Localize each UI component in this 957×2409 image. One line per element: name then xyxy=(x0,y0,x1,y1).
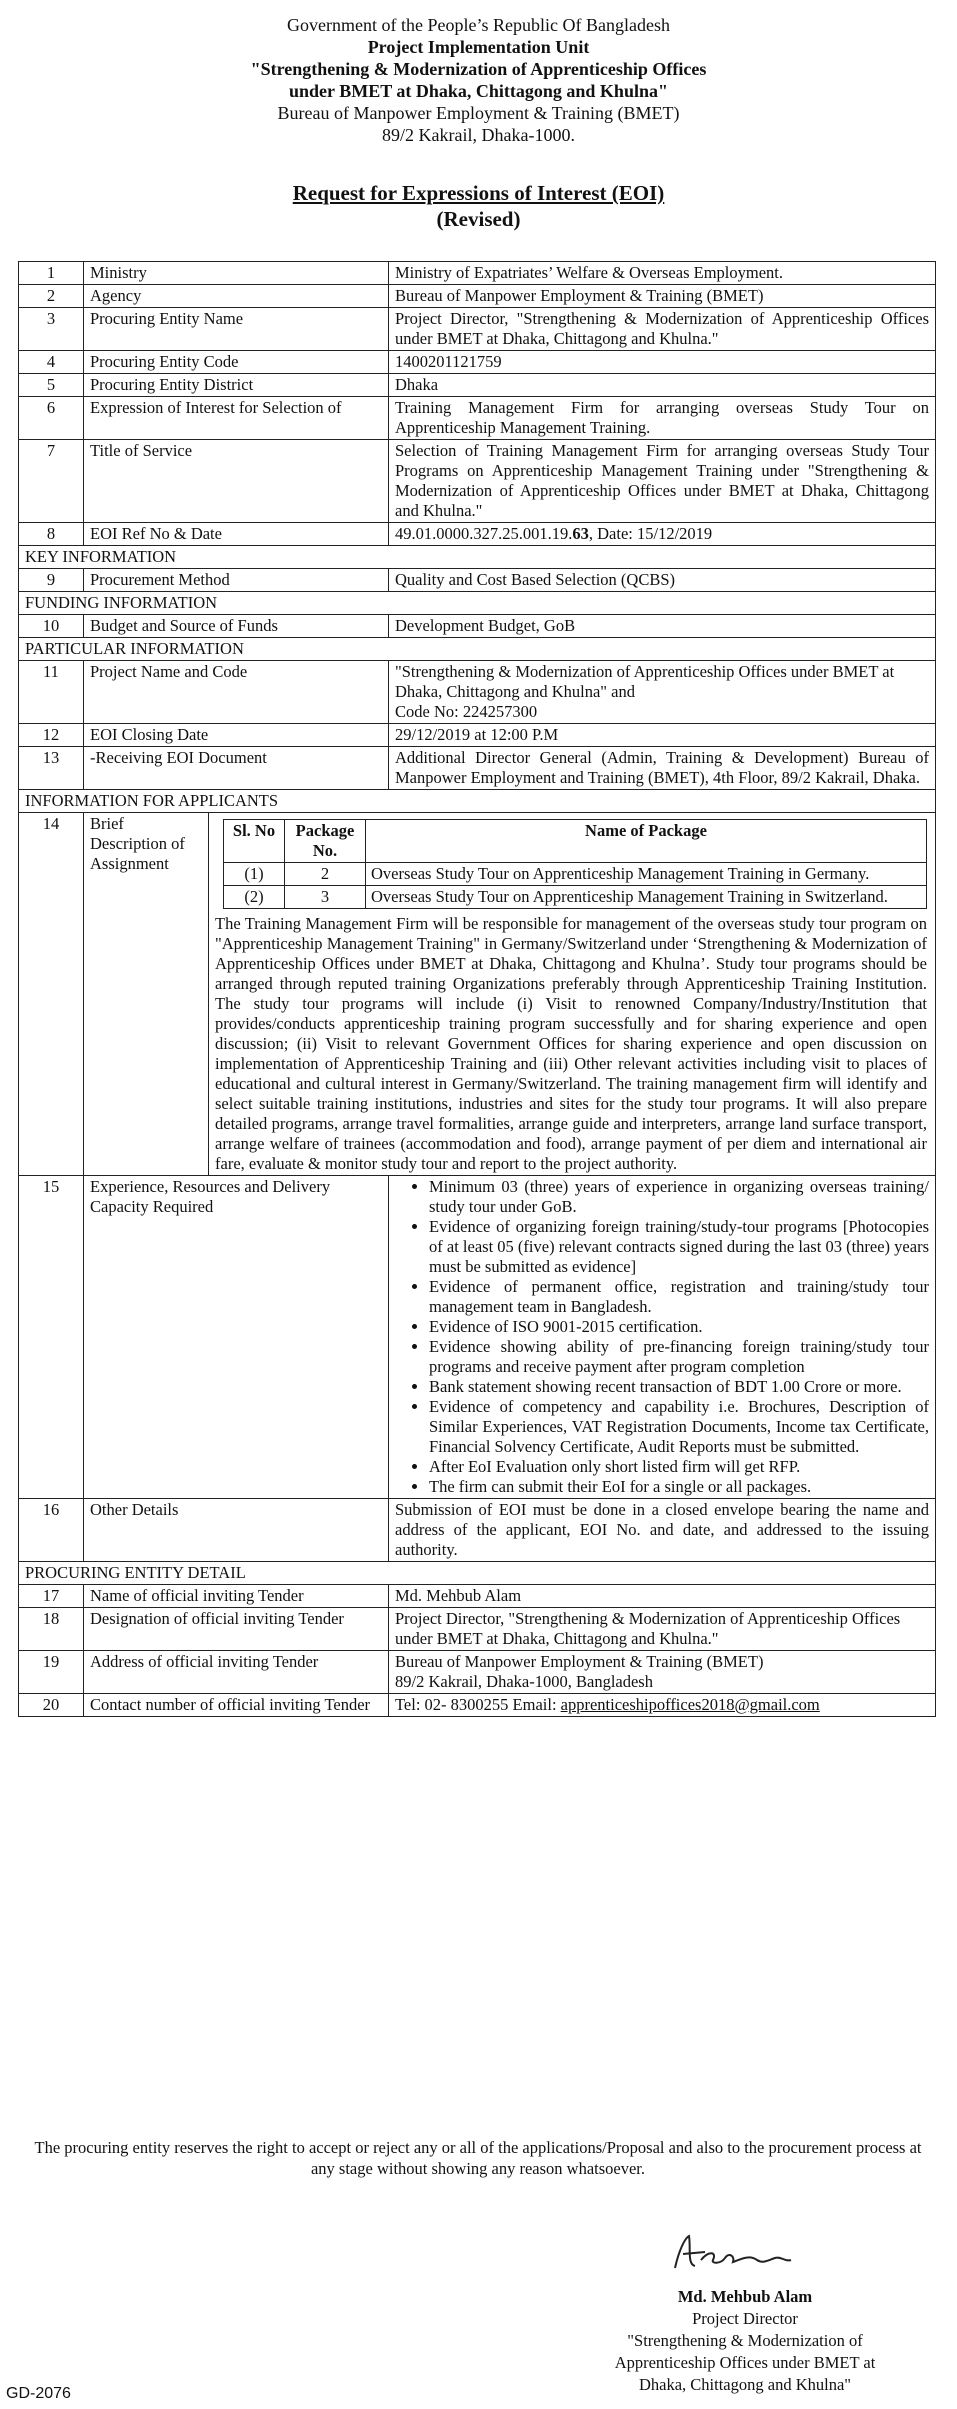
table-row: 9 Procurement Method Quality and Cost Based Selection (QCBS) xyxy=(19,569,936,592)
header-govt: Government of the People’s Republic Of Bangladesh xyxy=(287,15,670,35)
list-item: • After EoI Evaluation only short listed firm will get RFP. xyxy=(429,1457,929,1477)
table-row: 5 Procuring Entity District Dhaka xyxy=(19,374,936,397)
title-main: Request for Expressions of Interest (EOI) xyxy=(292,181,665,205)
section-funding-information: FUNDING INFORMATION xyxy=(19,592,936,615)
header xyxy=(0,14,957,146)
section-information-for-applicants: INFORMATION FOR APPLICANTS xyxy=(19,790,936,813)
table-row: 10 Budget and Source of Funds Development Budget, GoB xyxy=(19,615,936,638)
list-item: • Evidence of permanent office, registration and training/study tour management team in Bangladesh. xyxy=(429,1277,929,1317)
package-row: (1) 2 Overseas Study Tour on Apprenticeship Management Training in Germany. xyxy=(224,863,927,886)
header-bureau: Bureau of Manpower Employment & Training (BMET) xyxy=(277,103,680,123)
table-row: 16 Other Details Submission of EOI must be done in a closed envelope bearing the name and address of the applicant, EOI No. and date, and addressed to the issuing authority. xyxy=(19,1499,936,1562)
list-item: • Minimum 03 (three) years of experience in organizing overseas training/ study tour under GoB. xyxy=(429,1177,929,1217)
section-row xyxy=(19,638,936,661)
section-row xyxy=(19,790,936,813)
table-row: 1 Ministry Ministry of Expatriates’ Welfare & Overseas Employment. xyxy=(19,262,936,285)
eoi-table xyxy=(18,261,936,1717)
list-item: • Evidence showing ability of pre-financing foreign training/study tour programs and receive payment after program completion xyxy=(429,1337,929,1377)
package-table xyxy=(223,819,927,909)
header-address: 89/2 Kakrail, Dhaka-1000. xyxy=(382,125,575,145)
table-row: 2 Agency Bureau of Manpower Employment & Training (BMET) xyxy=(19,285,936,308)
list-item: • The firm can submit their EoI for a single or all packages. xyxy=(429,1477,929,1497)
table-row: 7 Title of Service Selection of Training Management Firm for arranging overseas Study Tour Programs on Apprenticeship Management Training under "Strengthening & Modernization of Apprenticeship Offices under BMET at Dhaka, Chittagong and Khulna." xyxy=(19,440,936,523)
title-sub: (Revised) xyxy=(436,207,521,231)
table-row: 12 EOI Closing Date 29/12/2019 at 12:00 P.M xyxy=(19,724,936,747)
header-project-line2: under BMET at Dhaka, Chittagong and Khulna" xyxy=(289,81,668,101)
email-link[interactable]: apprenticeshipoffices2018@gmail.com xyxy=(560,1695,820,1714)
section-row xyxy=(19,546,936,569)
list-item: • Bank statement showing recent transaction of BDT 1.00 Crore or more. xyxy=(429,1377,929,1397)
package-header-row: Sl. No Package No. Name of Package xyxy=(224,820,927,863)
signature-icon xyxy=(665,2230,825,2280)
list-item: • Evidence of organizing foreign training/study-tour programs [Photocopies of at least 05 (five) relevant contracts signed during the last 03 (three) years must be submitted as evidence] xyxy=(429,1217,929,1277)
assignment-description: The Training Management Firm will be responsible for management of the overseas study tour program on "Apprenticeship Management Training" in Germany/Switzerland under ‘Strengthening & Modernization of Apprenticeship Offices under BMET at Dhaka, Chittagong and Khulna’. Study tour programs should be arranged through reputed training Organizations preferably through Apprenticeship Training Institution. The study tour programs will include (i) Visit to renowned Company/Industry/Institution that provides/conducts apprenticeship training program successfully and for sharing experience and open discussion; (ii) Visit to relevant Government Offices for sharing experience and open discussion on implementation of Apprenticeship Training and (iii) Other relevant activities including visit to places of educational and cultural interest in Germany/Switzerland. The training management firm will identify and select suitable training institutions, industries and sites for the study tour programs. It will also prepare detailed programs, arrange travel formalities, arrange guide and interpreters, arrange land surface transport, arrange welfare of trainees (accommodation and food), arrange payment of per diem and international air fare, evaluate & monitor study tour and report to the project authority. xyxy=(215,914,927,1173)
list-item: • Evidence of competency and capability i.e. Brochures, Description of Similar Experiences, VAT Registration Documents, Income tax Certificate, Financial Solvency Certificate, Audit Reports must be submitted. xyxy=(429,1397,929,1457)
table-row: 6 Expression of Interest for Selection of Training Management Firm for arranging overseas Study Tour on Apprenticeship Management Training. xyxy=(19,397,936,440)
table-row: 15 Experience, Resources and Delivery Capacity Required • Minimum 03 (three) years of experience in organizing overseas training/ study tour under GoB. • Evidence of organizing foreign training/study-tour programs [Photocopies of at least 05 (five) relevant contracts signed during the last 03 (three) years must be submitted as evidence] • Evidence of permanent office, registration and training/study tour management team in Bangladesh. • Evidence of ISO 9001-2015 certification. • Evidence showing ability of pre-financing foreign training/study tour programs and receive payment after program completion • Bank statement showing recent transaction of BDT 1.00 Crore or more. • Evidence of competency and capability i.e. Brochures, Description of Similar Experiences, VAT Registration Documents, Income tax Certificate, Financial Solvency Certificate, Audit Reports must be submitted. • After EoI Evaluation only short listed firm will get RFP. • The firm can submit their EoI for a single or all packages. xyxy=(19,1176,936,1499)
header-project-line1: "Strengthening & Modernization of Apprenticeship Offices xyxy=(250,59,707,79)
section-row xyxy=(19,592,936,615)
table-row: 11 Project Name and Code "Strengthening & Modernization of Apprenticeship Offices under BMET at Dhaka, Chittagong and Khulna" and Code No: 224257300 xyxy=(19,661,936,724)
notice-title xyxy=(0,180,957,232)
table-row: 14 Brief Description of Assignment Sl. No Package No. Name of Package (1) 2 Overseas Study Tour on Apprenticeship Management Training in Germany. (2) 3 Overseas Study Tour on Apprenticeship Management Training in Switzerland. The Training Management Firm will be responsible for management of the overseas study tour program on "Apprenticeship Management Training" in Germany/Switzerland under ‘Strengthening & Modernization of Apprenticeship Offices under BMET at Dhaka, Chittagong and Khulna’. Study tour programs should be arranged through reputed training Organizations preferably through Apprenticeship Training Institution. The study tour programs will include (i) Visit to renowned Company/Industry/Institution that provides/conducts apprenticeship training program successfully and for sharing experience and open discussion; (ii) Visit to relevant Government Offices for sharing experience and open discussion on implementation of Apprenticeship Training and (iii) Other relevant activities including visit to places of educational and cultural interest in Germany/Switzerland. The training management firm will identify and select suitable training institutions, industries and sites for the study tour programs. It will also prepare detailed programs, arrange travel formalities, arrange guide and interpreters, arrange land surface transport, arrange welfare of trainees (accommodation and food), arrange payment of per diem and international air fare, evaluate & monitor study tour and report to the project authority. xyxy=(19,813,936,1176)
closing-statement: The procuring entity reserves the right to accept or reject any or all of the applications/Proposal and also to the procurement process at any stage without showing any reason whatsoever. xyxy=(34,2138,922,2178)
table-row: 4 Procuring Entity Code 1400201121759 xyxy=(19,351,936,374)
list-item: • Evidence of ISO 9001-2015 certification. xyxy=(429,1317,929,1337)
signatory-name: Md. Mehbub Alam xyxy=(677,2287,813,2306)
table-row: 20 Contact number of official inviting Tender Tel: 02- 8300255 Email: apprenticeshipoffices2018@gmail.com xyxy=(19,1694,936,1717)
signatory-title: Project Director xyxy=(692,2309,798,2328)
header-unit: Project Implementation Unit xyxy=(367,37,590,57)
table-row: 19 Address of official inviting Tender Bureau of Manpower Employment & Training (BMET) 89/2 Kakrail, Dhaka-1000, Bangladesh xyxy=(19,1651,936,1694)
package-row: (2) 3 Overseas Study Tour on Apprenticeship Management Training in Switzerland. xyxy=(224,886,927,909)
section-key-information: KEY INFORMATION xyxy=(19,546,936,569)
table-row: 18 Designation of official inviting Tender Project Director, "Strengthening & Modernization of Apprenticeship Offices under BMET at Dhaka, Chittagong and Khulna." xyxy=(19,1608,936,1651)
requirements-list xyxy=(395,1177,929,1497)
section-procuring-entity-detail: PROCURING ENTITY DETAIL xyxy=(19,1562,936,1585)
table-row: 17 Name of official inviting Tender Md. Mehbub Alam xyxy=(19,1585,936,1608)
table-row: 13 -Receiving EOI Document Additional Director General (Admin, Training & Development) Bureau of Manpower Employment and Training (BMET), 4th Floor, 89/2 Kakrail, Dhaka. xyxy=(19,747,936,790)
table-row: 8 EOI Ref No & Date 49.01.0000.327.25.001.19.63, Date: 15/12/2019 xyxy=(19,523,936,546)
footer-code: GD-2076 xyxy=(6,2385,71,2402)
table-row: 3 Procuring Entity Name Project Director, "Strengthening & Modernization of Apprenticeship Offices under BMET at Dhaka, Chittagong and Khulna." xyxy=(19,308,936,351)
section-row xyxy=(19,1562,936,1585)
signature-block: Md. Mehbub Alam Project Director "Strengthening & Modernization of Apprenticeship Offices under BMET at Dhaka, Chittagong and Khulna" xyxy=(600,2230,890,2396)
section-particular-information: PARTICULAR INFORMATION xyxy=(19,638,936,661)
